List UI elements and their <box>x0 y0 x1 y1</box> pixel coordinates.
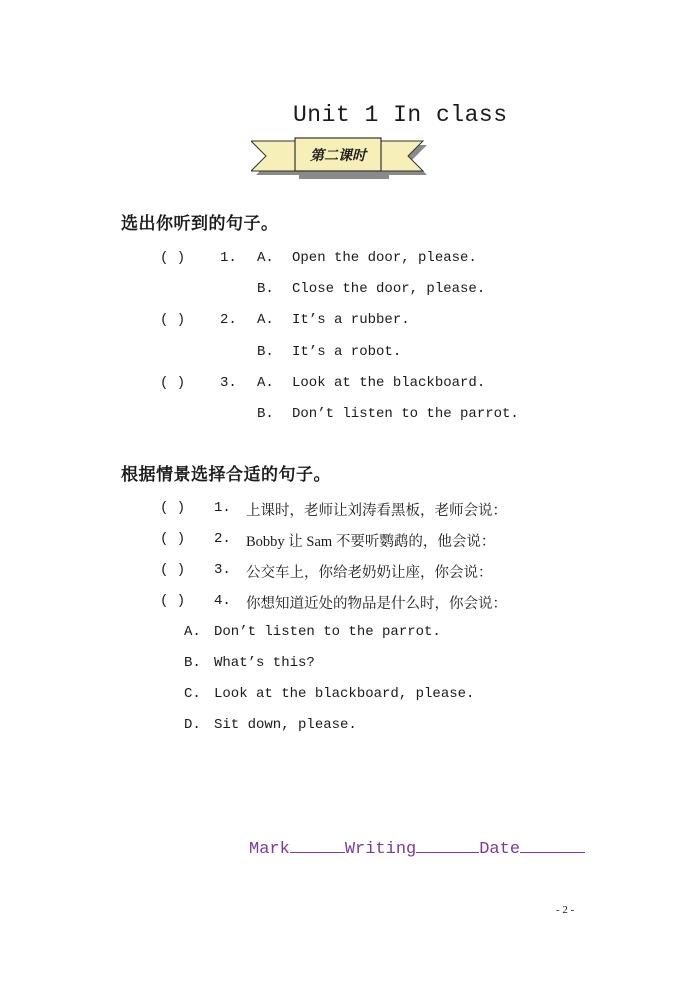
choice-text: Sit down, please. <box>214 717 357 733</box>
question-text: 公交车上，你给老奶奶让座，你会说： <box>246 565 493 581</box>
page-number: - 2 - <box>556 904 575 916</box>
option-text: Open the door, please. <box>292 250 477 266</box>
choice-letter: D. <box>184 717 201 733</box>
option-letter: A. <box>257 250 274 266</box>
choice-text: Don’t listen to the parrot. <box>214 624 441 640</box>
item-number: 1. <box>220 250 237 266</box>
answer-blank[interactable]: ( ) <box>160 500 186 516</box>
section1-heading: 选出你听到的句子。 <box>121 214 279 234</box>
answer-blank[interactable]: ( ) <box>160 250 186 266</box>
section2-heading: 根据情景选择合适的句子。 <box>121 465 331 485</box>
question-text: 你想知道近处的物品是什么时，你会说： <box>246 596 507 612</box>
question-text: Bobby 让 Sam 不要听鹦鹉的，他会说： <box>246 534 496 550</box>
answer-blank[interactable]: ( ) <box>160 562 186 578</box>
banner-label: 第二课时 <box>310 148 366 164</box>
option-text: It’s a rubber. <box>292 312 410 328</box>
choice-text: Look at the blackboard, please. <box>214 686 475 702</box>
option-text: Don’t listen to the parrot. <box>292 406 519 422</box>
date-blank[interactable] <box>520 834 585 853</box>
option-letter: B. <box>257 344 274 360</box>
mark-label: Mark <box>249 840 290 859</box>
writing-blank[interactable] <box>416 834 479 853</box>
question-number: 3. <box>214 562 231 578</box>
grading-footer <box>249 834 585 859</box>
option-text: Close the door, please. <box>292 281 486 297</box>
option-letter: B. <box>257 406 274 422</box>
choice-text: What’s this? <box>214 655 315 671</box>
option-letter: A. <box>257 312 274 328</box>
page-title: Unit 1 In class <box>293 102 508 128</box>
answer-blank[interactable]: ( ) <box>160 375 186 391</box>
option-letter: A. <box>257 375 274 391</box>
option-text: It’s a robot. <box>292 344 402 360</box>
answer-blank[interactable]: ( ) <box>160 531 186 547</box>
question-number: 2. <box>214 531 231 547</box>
choice-letter: B. <box>184 655 201 671</box>
option-letter: B. <box>257 281 274 297</box>
question-number: 1. <box>214 500 231 516</box>
answer-blank[interactable]: ( ) <box>160 593 186 609</box>
mark-blank[interactable] <box>290 834 345 853</box>
lesson-banner <box>251 137 429 181</box>
writing-label: Writing <box>344 840 417 859</box>
choice-letter: C. <box>184 686 201 702</box>
choice-letter: A. <box>184 624 201 640</box>
question-text: 上课时，老师让刘涛看黑板，老师会说： <box>246 503 507 519</box>
date-label: Date <box>479 840 521 859</box>
option-text: Look at the blackboard. <box>292 375 486 391</box>
question-number: 4. <box>214 593 231 609</box>
item-number: 2. <box>220 312 237 328</box>
answer-blank[interactable]: ( ) <box>160 312 186 328</box>
item-number: 3. <box>220 375 237 391</box>
